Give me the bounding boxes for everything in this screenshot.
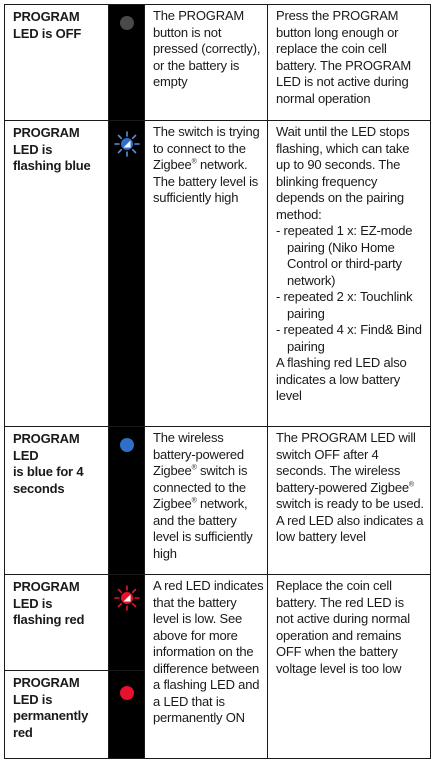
registered-mark: ® <box>191 497 197 505</box>
state-text: PROGRAM LED <box>13 431 80 463</box>
led-action-cell <box>268 427 431 575</box>
cause-text: The wireless battery-powered Zigbee <box>153 430 244 478</box>
flashing-blue-led-icon <box>114 131 140 157</box>
table-row <box>5 575 431 671</box>
led-cause-cell: A red LED indicates that the battery level is low. See above for more information on the difference between a flashing LED and a LED that is permanently ON <box>145 575 268 759</box>
action-intro: Wait until the LED stops flashing, which can take up to 90 seconds. The blinking frequency depends on the pairing method: <box>276 124 410 222</box>
led-state-cell: PROGRAM LED is flashing red <box>5 575 109 671</box>
cause-text: network. The battery level is sufficiently high <box>153 157 259 205</box>
pairing-method-list <box>276 223 424 355</box>
action-outro: A flashing red LED also indicates a low battery level <box>276 355 407 403</box>
led-action-cell <box>268 121 431 427</box>
led-cause-cell <box>145 121 268 427</box>
grey-dot-icon <box>119 15 135 31</box>
cause-text: switch is connected to the Zigbee <box>153 463 248 511</box>
led-state-cell: PROGRAM LED is permanently red <box>5 671 109 759</box>
registered-mark: ® <box>191 464 197 472</box>
blue-dot-icon <box>119 437 135 453</box>
registered-mark: ® <box>191 158 197 166</box>
registered-mark: ® <box>408 481 414 489</box>
led-state-cell: PROGRAM LED is OFF <box>5 5 109 121</box>
table-row <box>5 121 431 427</box>
led-indicator-cell <box>109 121 145 427</box>
led-action-cell: Press the PROGRAM button long enough or replace the coin cell battery. The PROGRAM LED is not active during normal operation <box>268 5 431 121</box>
list-item: - repeated 1 x: EZ-mode pairing (Niko Home Control or third-party network) <box>276 223 424 289</box>
led-indicator-cell <box>109 575 145 671</box>
cause-text: network, and the battery level is sufficiently high <box>153 496 253 561</box>
led-state-cell <box>5 427 109 575</box>
list-item: - repeated 4 x: Find& Bind pairing <box>276 322 424 355</box>
cause-text: The switch is trying to connect to the Zigbee <box>153 124 260 172</box>
red-dot-icon <box>119 685 135 701</box>
led-indicator-cell <box>109 671 145 759</box>
led-indicator-cell <box>109 5 145 121</box>
flashing-red-led-icon <box>114 585 140 611</box>
state-text: is blue for 4 seconds <box>13 464 84 496</box>
list-item: - repeated 2 x: Touchlink pairing <box>276 289 424 322</box>
action-text: The PROGRAM LED will switch OFF after 4 seconds. The wireless battery-powered Zigbee <box>276 430 416 495</box>
table-row <box>5 5 431 121</box>
table-row <box>5 427 431 575</box>
led-status-table <box>4 4 431 759</box>
led-state-cell: PROGRAM LED is flashing blue <box>5 121 109 427</box>
led-cause-cell: The PROGRAM button is not pressed (correctly), or the battery is empty <box>145 5 268 121</box>
led-indicator-cell <box>109 427 145 575</box>
led-cause-cell <box>145 427 268 575</box>
action-text: switch is ready to be used. A red LED also indicates a low battery level <box>276 496 424 544</box>
led-action-cell: Replace the coin cell battery. The red LED is not active during normal operation and remains OFF when the battery voltage level is too low <box>268 575 431 759</box>
